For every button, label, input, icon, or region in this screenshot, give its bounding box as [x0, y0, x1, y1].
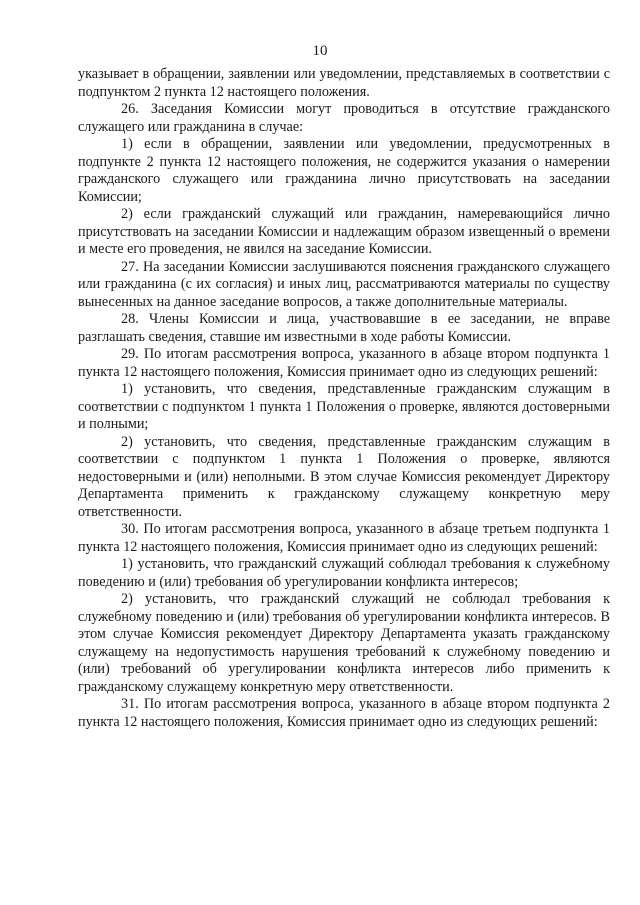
paragraph-31: 31. По итогам рассмотрения вопроса, указанного в абзаце втором подпункта 2 пункта 12 настоящего положения, Комиссия принимает одно из следующих решений:	[78, 696, 610, 730]
paragraph-26-item-1: 1) если в обращении, заявлении или уведомлении, предусмотренных в подпункте 2 пункта 12 настоящего положения, не содержится указания о намерении гражданского служащего или гражданина лично присутствовать на заседании Комиссии;	[78, 136, 610, 205]
paragraph-29-item-2: 2) установить, что сведения, представленные гражданским служащим в соответствии с подпунктом 1 пункта 1 Положения о проверке, являются недостоверными и (или) неполными. В этом случае Комиссия рекомендует Директору Департамента применить к гражданскому служащему конкретную меру ответственности.	[78, 433, 610, 520]
paragraph-29: 29. По итогам рассмотрения вопроса, указанного в абзаце втором подпункта 1 пункта 12 настоящего положения, Комиссия принимает одно из следующих решений:	[78, 346, 610, 380]
paragraph-30-item-1: 1) установить, что гражданский служащий соблюдал требования к служебному поведению и (или) требования об урегулировании конфликта интересов;	[78, 556, 610, 590]
paragraph-30-item-2: 2) установить, что гражданский служащий не соблюдал требования к служебному поведению и (или) требования об урегулировании конфликта интересов. В этом случае Комиссия рекомендует Директору Департамента указать гражданскому служащему на недопустимость нарушения требований к служебному поведению и (или) требований об урегулировании конфликта интересов либо применить к гражданскому служащему конкретную меру ответственности.	[78, 591, 610, 695]
paragraph-28: 28. Члены Комиссии и лица, участвовавшие в ее заседании, не вправе разглашать сведения, ставшие им известными в ходе работы Комиссии.	[78, 311, 610, 345]
paragraph-29-item-1: 1) установить, что сведения, представленные гражданским служащим в соответствии с подпунктом 1 пункта 1 Положения о проверке, являются достоверными и полными;	[78, 381, 610, 432]
page-number: 10	[312, 43, 328, 59]
paragraph-continuation: указывает в обращении, заявлении или уведомлении, представляемых в соответствии с подпунктом 2 пункта 12 настоящего положения.	[78, 66, 610, 100]
paragraph-30: 30. По итогам рассмотрения вопроса, указанного в абзаце третьем подпункта 1 пункта 12 настоящего положения, Комиссия принимает одно из следующих решений:	[78, 521, 610, 555]
document-body	[78, 66, 610, 731]
paragraph-26: 26. Заседания Комиссии могут проводиться в отсутствие гражданского служащего или гражданина в случае:	[78, 101, 610, 135]
paragraph-27: 27. На заседании Комиссии заслушиваются пояснения гражданского служащего или гражданина (с их согласия) и иных лиц, рассматриваются материалы по существу вынесенных на данное заседание вопросов, а также дополнительные материалы.	[78, 258, 610, 310]
paragraph-26-item-2: 2) если гражданский служащий или гражданин, намеревающийся лично присутствовать на заседании Комиссии и надлежащим образом извещенный о времени и месте его проведения, не явился на заседание Комиссии.	[78, 206, 610, 257]
